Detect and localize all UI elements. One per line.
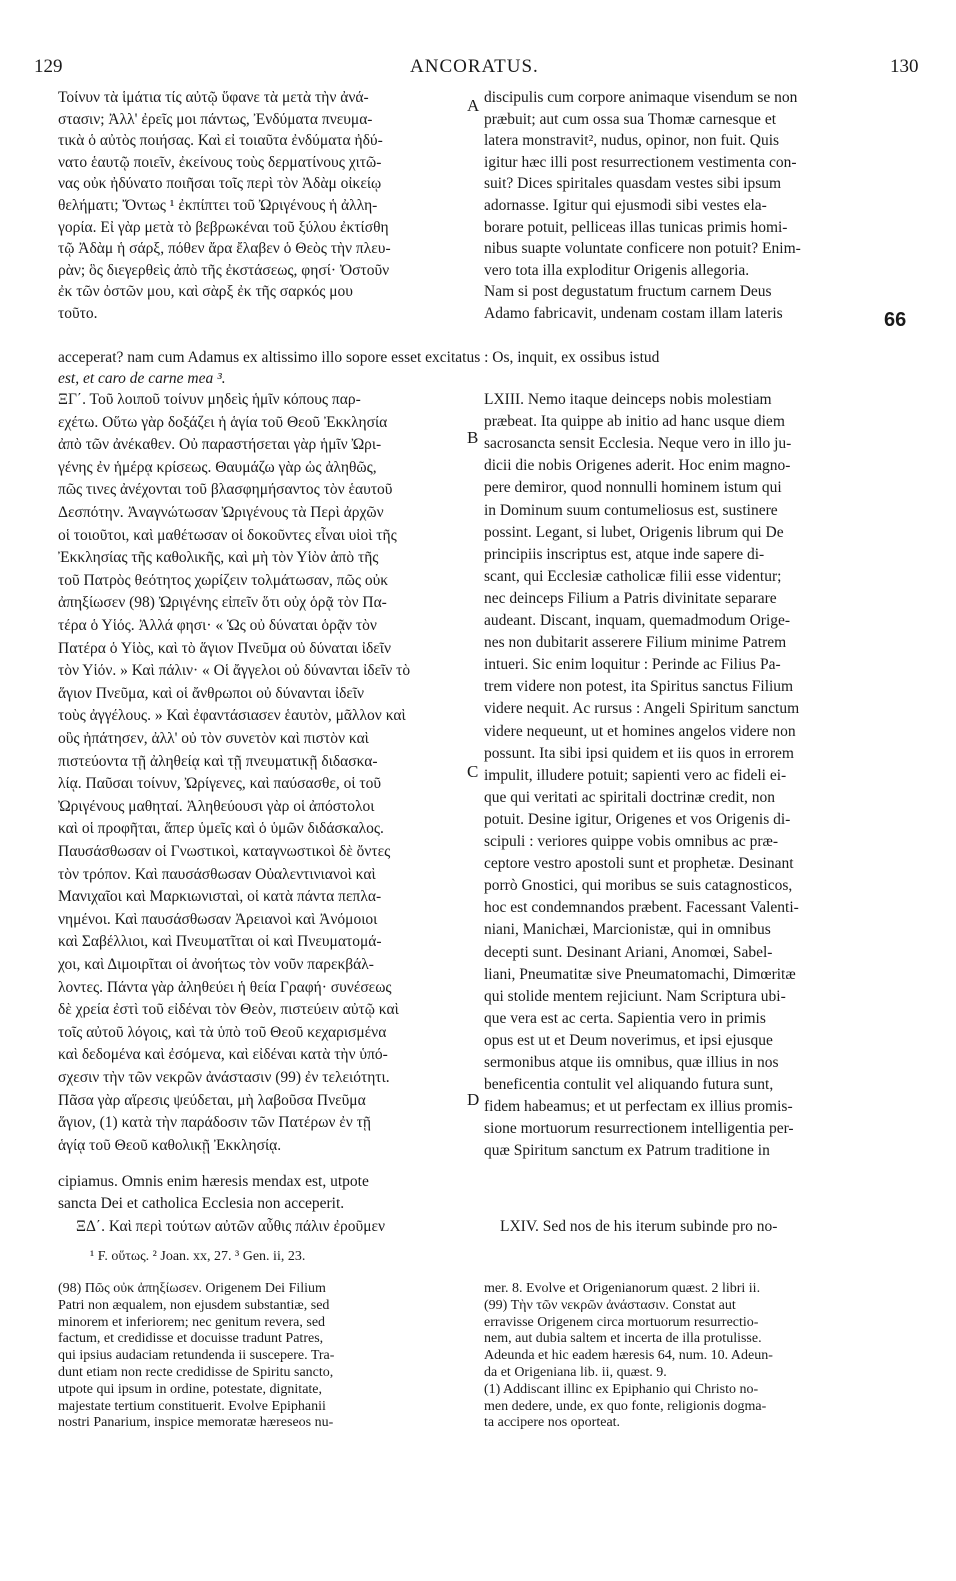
text-line: nec deinceps Filium a Patris divinitate separare [484, 589, 777, 607]
text-line: intueri. Sic enim loquitur : Perinde ac Filius Pa- [484, 656, 781, 674]
text-line: opus est ut et Deum noverimus, et ipsi ejusque [484, 1031, 773, 1049]
text-line: νας οὐκ ἠδύνατο ποιῆσαι τοῖς περὶ τὸν Ἀδὰμ οἰκείῳ [58, 175, 382, 193]
text-line: majestate tertium constituerit. Evolve Epiphanii [58, 1398, 326, 1414]
text-line: πιστεύοντα τῇ ἀληθείᾳ καὶ τῇ πνευματικῇ διδασκα- [58, 752, 378, 770]
text-line: τὸν Υἱόν. » Καὶ πάλιν· « Οἱ ἄγγελοι οὐ δύνανται ἰδεῖν τὸ [58, 662, 411, 680]
text-line: borare potuit, pelliceas illas tunicas primis homi- [484, 218, 788, 236]
text-line: in Dominum suum contumeliosus est, sustinere [484, 501, 778, 519]
text-line: videre nequeunt, ut et homines angelos videre non [484, 722, 796, 740]
full-width-line: est, et caro de carne mea ³. [58, 370, 226, 387]
text-line: Τοίνυν τὰ ἱμάτια τίς αὐτῷ ὕφανε τὰ μετὰ τὴν ἀνά- [58, 89, 369, 106]
text-line: vero tota illa exploditur Origenis allegoria. [484, 261, 750, 279]
column-latin-top [484, 90, 894, 330]
column-greek-top [58, 90, 460, 330]
text-line: τοῖς αὐτοῦ λόγοις, καὶ τὰ ὑπὸ τοῦ Θεοῦ κεχαρισμένα [58, 1023, 387, 1041]
text-line: γένης ἐν ἡμέρᾳ κρίσεως. Θαυμάζω γὰρ ὡς ἀληθῶς, [58, 458, 377, 476]
margin-letter-d: D [467, 1090, 480, 1109]
text-line: γορία. Εἰ γὰρ μετὰ τὸ βεβρωκέναι τοῦ ξύλου ἐκτίσθη [58, 218, 389, 236]
text-line: Πατέρα ὁ Υἱὸς, καὶ τὸ ἅγιον Πνεῦμα οὐ δύναται ἰδεῖν [58, 639, 391, 657]
text-line: igitur hæc illi post resurrectionem vestimenta con- [484, 153, 797, 171]
text-line: scant, qui Ecclesiæ catholicæ filii esse videntur; [484, 567, 782, 585]
text-line: σχεσιν τὴν τῶν νεκρῶν ἀνάστασιν (99) ἐν τελειότητι. [58, 1069, 390, 1086]
text-line: χοι, καὶ Διμοιρῖται οἱ ἀνοήτως τὸν νοῦν παρεκβάλ- [58, 956, 374, 973]
text-line: liani, Pneumatitæ sive Pneumatomachi, Dimœritæ [484, 965, 796, 983]
text-line: que vera est ac certa. Sapientia vero in primis [484, 1009, 766, 1027]
text-line: εχέτω. Οὕτω γὰρ δοξάζει ἡ ἁγία τοῦ Θεοῦ Ἐκκλησία [58, 413, 388, 431]
text-line: ἅγιον Πνεῦμα, καὶ οἱ ἄνθρωποι οὐ δύνανται ἰδεῖν [58, 684, 365, 702]
text-line: ἁγίᾳ τοῦ Θεοῦ καθολικῇ Ἐκκλησίᾳ. [58, 1136, 282, 1154]
text-line: τικὰ ὁ αὐτὸς ποιήσας. Καὶ εἰ τοιαῦτα ἐνδύματα ἠδύ- [58, 132, 383, 150]
text-line: da et Origeniana lib. ii, quæst. 9. [484, 1365, 667, 1380]
text-line: λοντες. Πάντα γὰρ ἀληθεύει ἡ θεία Γραφή· συνέσεως [58, 978, 392, 996]
text-line: στασιν; Ἀλλ' ἐρεῖς μοι πάντως, Ἐνδύματα πνευμα- [58, 110, 373, 128]
text-line: Patri non æqualem, non ejusdem substantiæ, sed [58, 1297, 330, 1313]
text-line: nibus suapte voluntate conficere non potuit? Enim- [484, 240, 801, 258]
page-number-right: 130 [890, 56, 919, 77]
page-number-left: 129 [34, 56, 63, 77]
text-line: dicii die nobis Origenes aderit. Hoc enim magno- [484, 457, 791, 475]
text-line: fidem habeamus; et ut perfectam ex illius promis- [484, 1098, 793, 1116]
text-line: δὲ χρεία ἐστὶ τοῦ εἰδέναι τὸν Θεὸν, πιστεύειν αὐτῷ καὶ [58, 1001, 399, 1019]
full-width-line: acceperat? nam cum Adamus ex altissimo illo sopore esset excitatus : Os, inquit, ex ossibus istud [58, 349, 660, 366]
text-line: videre nequit. Ac rursus : Angeli Spiritum sanctum [484, 700, 800, 718]
text-line: νατο ἑαυτῷ ποιεῖν, ἐκείνους τοὺς δερματίνους χιτῶ- [58, 153, 382, 171]
text-line: trem videre non potest, ita Spiritus sanctus Filium [484, 678, 794, 696]
text-line: audeant. Discant, inquam, quemadmodum Orige- [484, 612, 791, 629]
text-line: ceptore vestro apostoli sunt et prophetæ. Desinant [484, 855, 794, 873]
text-line: (99) Τὴν τῶν νεκρῶν ἀνάστασιν. Constat aut [484, 1297, 736, 1313]
text-line: qui stolide mentem rejiciunt. Nam Scriptura ubi- [484, 987, 786, 1005]
text-line: ἅγιον, (1) κατὰ τὴν παράδοσιν τῶν Πατέρων ἐν τῇ [58, 1114, 372, 1132]
text-line: θελήματι; Ὄντως ¹ ἐκπίπτει τοῦ Ὠριγένους ἡ ἀλλη- [58, 197, 378, 214]
text-line: qui ipsius audaciam retundenda ii suscepere. Tra- [58, 1348, 335, 1364]
text-line: factum, et credidisse et docuisse tradunt Patres, [58, 1331, 324, 1347]
margin-letter-b: B [467, 428, 479, 447]
text-line: τοὺς ἀγγέλους. » Καὶ ἐφαντάσιασεν ἑαυτὸν, μᾶλλον καὶ [58, 707, 406, 725]
text-line: præbuit; aut cum ossa sua Thomæ carnesque et [484, 110, 777, 128]
text-line: quæ Spiritum sanctum ex Patrum traditione in [484, 1142, 770, 1160]
section-start-latin: LXIV. Sed nos de his iterum subinde pro no- [500, 1218, 778, 1235]
text-line: minorem et inferiorem; nec genitum revera, sed [58, 1314, 326, 1330]
text-line: Ὠριγένους μαθηταί. Ἀληθεύουσι γὰρ οἱ ἀπόστολοι [58, 797, 375, 815]
text-line: principiis inscriptus est, atque inde sapere di- [484, 545, 765, 563]
text-line: καὶ Σαβέλλιοι, καὶ Πνευματῖται οἱ καὶ Πνευματομά- [58, 933, 382, 951]
text-line: sacrosancta sensit Ecclesia. Neque vero in illo ju- [484, 435, 792, 453]
text-line: que qui veritati ac spiritali doctrinæ credit, non [484, 788, 775, 806]
text-line: niani, Manichæi, Marcionistæ, qui in omnibus [484, 921, 771, 939]
text-line: πῶς τινες ἀνέχονται τοῦ βλασφημήσαντος τὸν ἑαυτοῦ [58, 481, 393, 499]
text-line: ρὰν; ὃς διεγερθεὶς ἀπὸ τῆς ἐκστάσεως, φησί· Ὀστοῦν [58, 261, 390, 279]
text-line: decepti sunt. Desinant Ariani, Anomœi, Sabel- [484, 943, 773, 961]
text-line: utpote qui ipsum in ordine, potestate, dignitate, [58, 1381, 323, 1397]
text-line: sermonibus atque iis omnibus, quæ illius in nos [484, 1054, 779, 1071]
text-line: Μανιχαῖοι καὶ Μαρκιωνισταὶ, οἱ κατὰ πάντα πεπλα- [58, 888, 382, 906]
full-width-line: cipiamus. Omnis enim hæresis mendax est, utpote [58, 1173, 369, 1190]
margin-letter-a: A [467, 96, 480, 115]
text-line: adornasse. Igitur qui ejusmodi sibi vestes ela- [484, 197, 767, 214]
text-line: potuit. Desine igitur, Origenes et vos Origenis di- [484, 810, 791, 828]
text-line: nem, aut dubia saltem et incerta de illa protulisse. [484, 1331, 762, 1347]
text-line: præbeat. Ita quippe ab initio ad hanc usque diem [484, 413, 785, 431]
text-line: τοῦτο. [58, 305, 98, 322]
text-line: οἱ τοιοῦτοι, καὶ μαθέτωσαν οἱ δοκοῦντες εἶναι υἱοὶ τῆς [58, 526, 397, 544]
text-line: porrò Gnostici, qui moribus se suis catagnosticos, [484, 877, 793, 895]
text-line: men dedere, unde, ex quo fonte, religionis dogma- [484, 1398, 767, 1414]
text-line: ἐκ τῶν ὀστῶν μου, καὶ σὰρξ ἐκ τῆς σαρκός μου [58, 283, 353, 301]
text-line: sione mortuorum resurrectionem intelligentia per- [484, 1120, 794, 1138]
text-line: (98) Πῶς οὐκ ἀπηξίωσεν. Origenem Dei Filium [58, 1281, 326, 1296]
text-line: Adeunda et hic eadem hæresis 64, num. 10. Adeun- [484, 1348, 773, 1364]
section-start-greek: ΞΔ΄. Καὶ περὶ τούτων αὐτῶν αὖθις πάλιν ἐροῦμεν [76, 1218, 386, 1235]
margin-letter-c: C [467, 762, 479, 781]
text-line: ἀπὸ τῶν ἀνέκαθεν. Οὐ παραστήσεται γὰρ ἡμῖν Ὠρι- [58, 436, 382, 454]
text-line: Πᾶσα γὰρ αἵρεσις ψεύδεται, μὴ λαβοῦσα Πνεῦμα [58, 1091, 366, 1109]
full-width-line: sancta Dei et catholica Ecclesia non acceperit. [58, 1195, 345, 1212]
text-line: possunt. Ita sibi ipsi quidem et iis quos in errorem [484, 744, 794, 762]
text-line: suit? Dices spiritales quasdam vestes sibi ipsum [484, 175, 782, 193]
text-line: mer. 8. Evolve et Origenianorum quæst. 2 libri ii. [484, 1281, 761, 1296]
text-line: τῷ Ἀδὰμ ἡ σάρξ, πόθεν ἄρα ἔλαβεν ὁ Θεὸς τὴν πλευ- [58, 240, 391, 258]
text-line: possint. Legant, si lubet, Origenis librum qui De [484, 523, 784, 541]
text-line: νημένοι. Καὶ παυσάσθωσαν Ἀρειανοὶ καὶ Ἀνόμοιοι [58, 910, 378, 928]
text-line: Ἐκκλησίας τῆς καθολικῆς, καὶ μὴ τὸν Υἱὸν ἀπὸ τῆς [58, 549, 379, 567]
text-line: latera monstravit², nudus, opinor, non fuit. Quis [484, 132, 780, 150]
text-line: hoc est condemnandos præbent. Facessant Valenti- [484, 899, 799, 917]
text-line: Nam si post degustatum fructum carnem Deus [484, 283, 772, 301]
text-line: LXIII. Nemo itaque deinceps nobis molestiam [484, 391, 772, 408]
text-line: τὸν τρόπον. Καὶ παυσάσθωσαν Οὐαλεντινιανοὶ καὶ [58, 865, 376, 883]
text-line: nes non dubitarit asserere Filium minime Patrem [484, 634, 787, 652]
running-title: ANCORATUS. [410, 56, 539, 77]
text-line: ἀπηξίωσεν (98) Ὠριγένης εἰπεῖν ὅτι οὐχ ὁρᾷ τὸν Πα- [58, 594, 387, 612]
text-line: οὓς ἠπάτησεν, ἀλλ' οὐ τὸν συνετὸν καὶ πιστὸν καὶ [58, 730, 369, 747]
text-line: καὶ δεδομένα καὶ ἐσόμενα, καὶ εἰδέναι κατὰ τὴν ὑπό- [58, 1046, 388, 1064]
text-line: Adamo fabricavit, undenam costam illam lateris [484, 305, 783, 322]
page-marker: 66 [884, 309, 907, 331]
text-line: τοῦ Πατρὸς θεότητος χωρίζειν τολμάτωσαν, πῶς οὐκ [58, 571, 389, 589]
text-line: impulit, illudere potuit; sapienti vero ac fideli ei- [484, 766, 787, 784]
text-line: nostri Panarium, inspice memoratæ hæreseos nu- [58, 1415, 334, 1431]
text-line: pere demiror, quod nonnulli hominem istum qui [484, 479, 782, 497]
reference-footnotes: ¹ F. οὕτως. ² Joan. xx, 27. ³ Gen. ii, 23. [90, 1249, 306, 1264]
text-line: λίᾳ. Παῦσαι τοίνυν, Ὠρίγενες, καὶ παύσασθε, οἱ τοῦ [58, 775, 382, 793]
text-line: ΞΓ΄. Τοῦ λοιποῦ τοίνυν μηδεὶς ἡμῖν κόπους παρ- [58, 391, 361, 408]
text-line: (1) Addiscant illinc ex Epiphanio qui Christo no- [484, 1381, 759, 1397]
text-line: dunt etiam non recte credidisse de Spiritu sancto, [58, 1365, 334, 1380]
text-line: beneficentia contulit vel aliquando futura sunt, [484, 1076, 774, 1094]
text-line: discipulis cum corpore animaque visendum se non [484, 89, 798, 106]
text-line: scipuli : veriores quippe vobis omnibus ac præ- [484, 833, 779, 850]
text-line: καὶ οἱ προφῆται, ἅπερ ὑμεῖς καὶ ὁ ὑμῶν διδάσκαλος. [58, 820, 384, 838]
text-line: τέρα ὁ Υἱός. Ἀλλά φησι· « Ὡς οὐ δύναται ὁρᾷν τὸν [58, 617, 377, 634]
text-line: Δεσπότην. Ἀναγνώτωσαν Ὠριγένους τὰ Περὶ ἀρχῶν [58, 504, 384, 521]
text-line: ta accipere nos oporteat. [484, 1415, 621, 1431]
text-line: Παυσάσθωσαν οἱ Γνωστικοὶ, καταγνωστικοὶ δὲ ὄντες [58, 843, 391, 860]
text-line: erravisse Origenem circa mortuorum resurrectio- [484, 1314, 759, 1330]
